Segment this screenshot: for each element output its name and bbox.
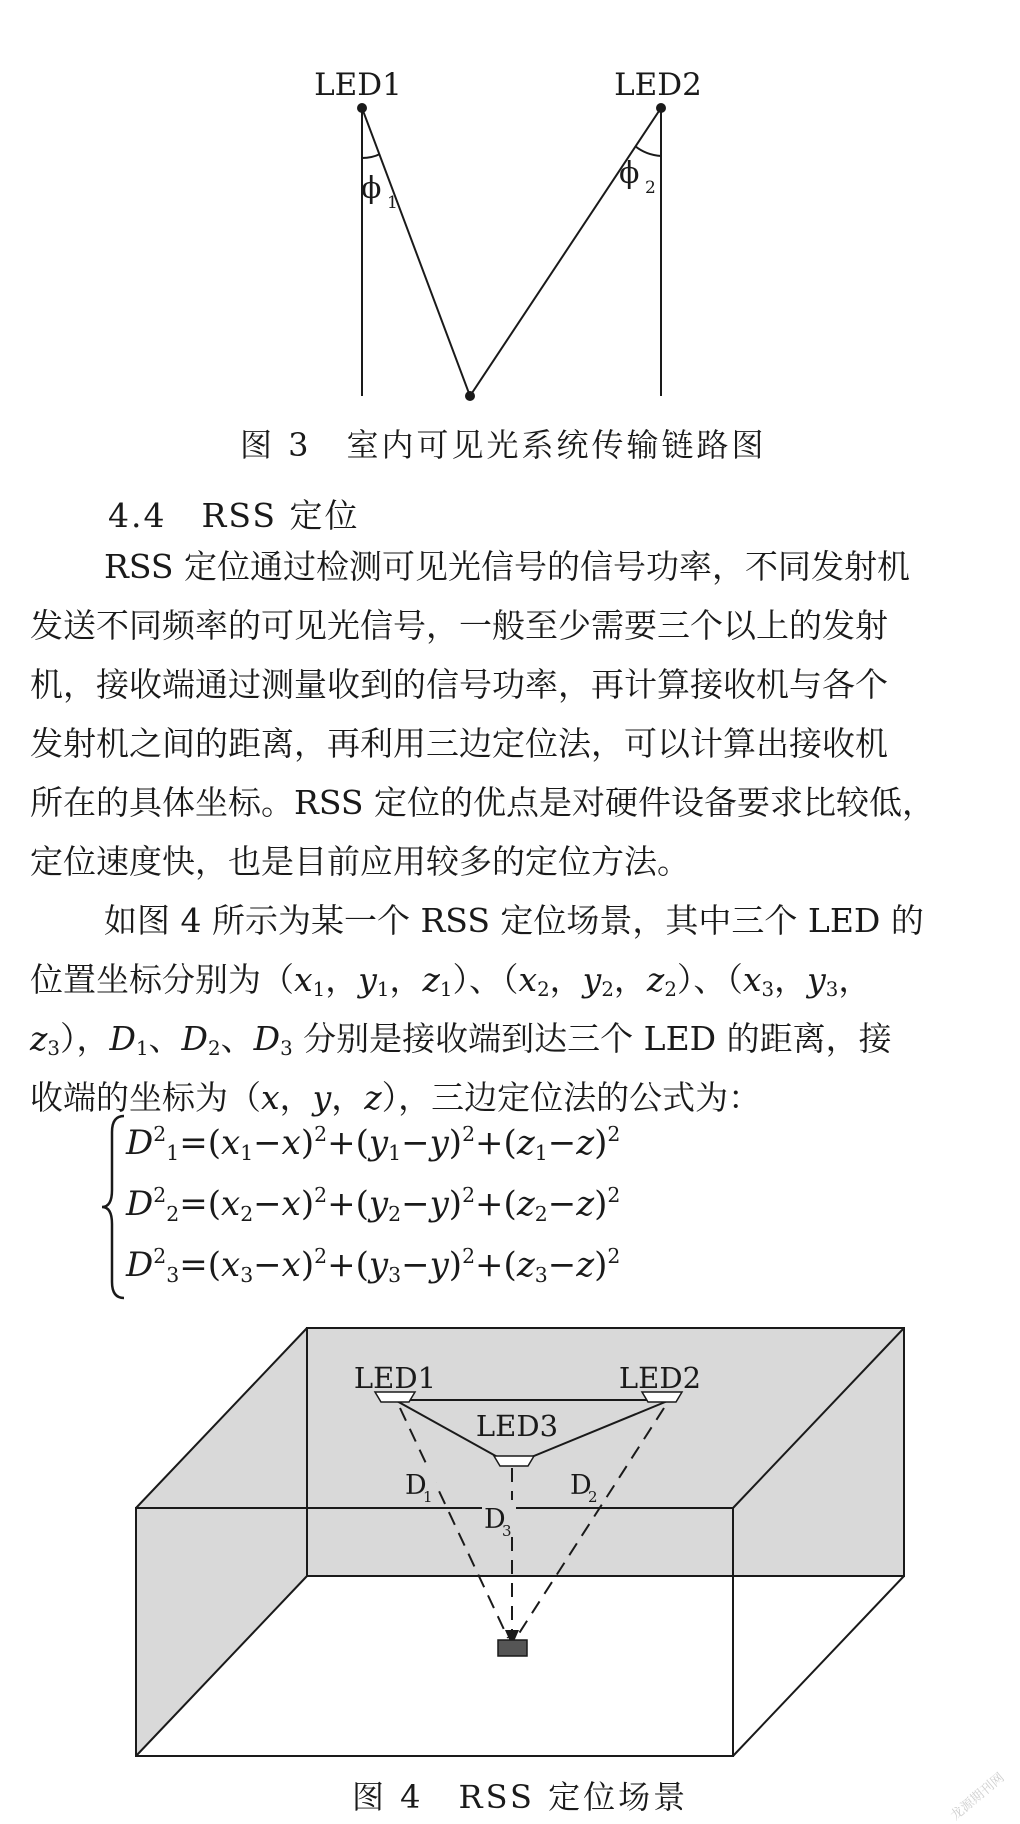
fig4-led3-fixture	[494, 1456, 534, 1466]
para2-line-3: $z_3$），$D_1$、$D_2$、$D_3$ 分别是接收端到达三个 LED 的距离，接	[30, 1019, 892, 1060]
para1-line-6: 定位速度快，也是目前应用较多的定位方法。	[30, 842, 690, 881]
fig4-d1-sub: 1	[423, 1488, 433, 1506]
fig4-d3-label: D	[484, 1504, 506, 1535]
fig4-d1-label: D	[405, 1470, 427, 1501]
fig3-phi1-arc	[362, 154, 380, 158]
fig3-led1-ray	[362, 108, 470, 396]
fig4-d2-sub: 2	[588, 1488, 598, 1506]
watermark-text: 龙源期刊网	[948, 1770, 1008, 1824]
fig4-led1-label: LED1	[353, 1361, 437, 1395]
para1-line-2: 发送不同频率的可见光信号，一般至少需要三个以上的发射	[30, 606, 888, 645]
fig4-led3-label: LED3	[475, 1409, 559, 1443]
para2-line-4: 收端的坐标为（x，y，z），三边定位法的公式为：	[30, 1078, 762, 1117]
para2-line-2: 位置坐标分别为（$x_1$，$y_1$，$z_1$）、（$x_2$，$y_2$，$z_2$）、（$x_3$，$y_3$，	[30, 960, 872, 1001]
fig3-phi2-arc	[635, 146, 661, 156]
formula-line-3: $D^2_3=(x_3-x)^2+(y_3-y)^2+(z_3-z)^2$	[126, 1243, 621, 1288]
fig3-led2-label: LED2	[614, 67, 702, 103]
formula-line-1: $D^2_1=(x_1-x)^2+(y_1-y)^2+(z_1-z)^2$	[126, 1121, 621, 1166]
figure-4-caption: 图 4 RSS 定位场景	[352, 1778, 689, 1816]
figure-3-caption: 图 3 室内可见光系统传输链路图	[240, 426, 767, 464]
fig4-d3-sub: 3	[502, 1522, 512, 1540]
section-heading: 4.4 RSS 定位	[108, 496, 360, 535]
fig4-d2-label: D	[570, 1470, 592, 1501]
fig4-receiver	[498, 1640, 527, 1656]
para1-line-1: RSS 定位通过检测可见光信号的信号功率，不同发射机	[104, 547, 910, 586]
fig4-led2-label: LED2	[618, 1361, 702, 1395]
para1-line-3: 机，接收端通过测量收到的信号功率，再计算接收机与各个	[30, 665, 888, 704]
fig3-phi2-sub: 2	[645, 178, 656, 198]
figure-3-diagram	[0, 0, 1020, 420]
para1-line-5: 所在的具体坐标。RSS 定位的优点是对硬件设备要求比较低，	[30, 783, 935, 822]
para1-line-4: 发射机之间的距离，再利用三边定位法，可以计算出接收机	[30, 724, 888, 763]
fig3-phi1-sub: 1	[387, 193, 398, 213]
formula-line-2: $D^2_2=(x_2-x)^2+(y_2-y)^2+(z_2-z)^2$	[126, 1182, 621, 1227]
figure-4-diagram	[0, 1300, 1020, 1770]
fig3-phi1-label: ϕ	[361, 171, 382, 206]
para2-line-1: 如图 4 所示为某一个 RSS 定位场景，其中三个 LED 的	[104, 901, 924, 940]
fig3-led2-ray	[470, 108, 661, 396]
fig3-led1-label: LED1	[314, 67, 402, 103]
fig3-phi2-label: ϕ	[619, 156, 640, 191]
